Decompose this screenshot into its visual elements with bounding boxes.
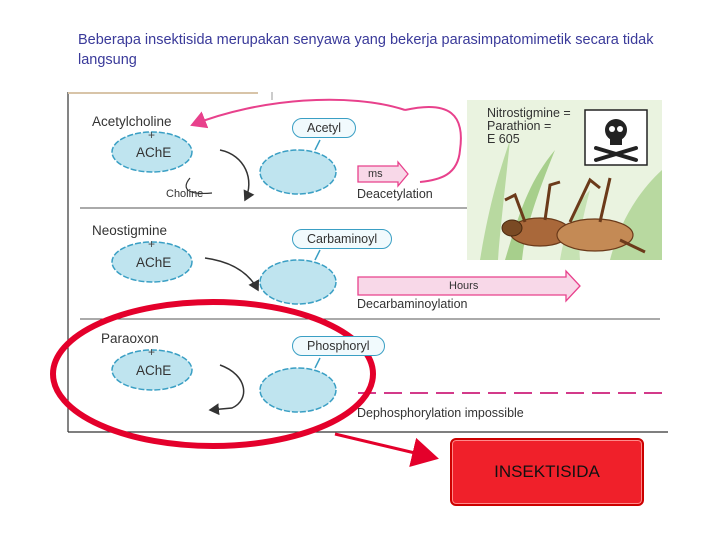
- nitro-line-3: E 605: [487, 132, 520, 146]
- skull-crossbones-icon: [585, 110, 647, 165]
- nitro-line-1: Nitrostigmine =: [487, 106, 571, 120]
- row2-time-label: Hours: [449, 280, 479, 292]
- insektisida-callout: INSEKTISIDA: [450, 438, 644, 506]
- nitro-line-2: Parathion =: [487, 119, 552, 133]
- row1-inhibitor-label: Acetylcholine: [92, 114, 172, 129]
- row2-enzyme-label: AChE: [136, 255, 172, 270]
- paraoxon-highlight: [53, 302, 436, 458]
- row2-inhibitor-label: Neostigmine: [92, 223, 168, 238]
- row2-group-pill: Carbaminoyl: [292, 229, 392, 249]
- nitrostigmine-note: [487, 107, 571, 146]
- row1-product-label: Choline: [166, 188, 204, 200]
- row1-plus: +: [148, 128, 156, 142]
- row3-process-label: Dephosphorylation impossible: [357, 406, 524, 420]
- row3-plus: +: [148, 345, 156, 359]
- row2-process-label: Decarbaminoylation: [357, 297, 468, 311]
- row-paraoxon-shapes: [112, 350, 662, 412]
- row3-inhibitor-label: Paraoxon: [101, 331, 159, 346]
- row1-group-pill: Acetyl: [292, 118, 356, 138]
- row1-time-label: ms: [368, 168, 383, 180]
- slide-title: Beberapa insektisida merupakan senyawa yang bekerja parasimpatomimetik secara tidak langsung: [78, 32, 654, 68]
- row1-enzyme-label: AChE: [136, 145, 172, 160]
- row2-plus: +: [148, 237, 156, 251]
- row3-group-pill: Phosphoryl: [292, 336, 385, 356]
- row1-process-label: Deacetylation: [357, 187, 433, 201]
- row3-enzyme-label: AChE: [136, 363, 172, 378]
